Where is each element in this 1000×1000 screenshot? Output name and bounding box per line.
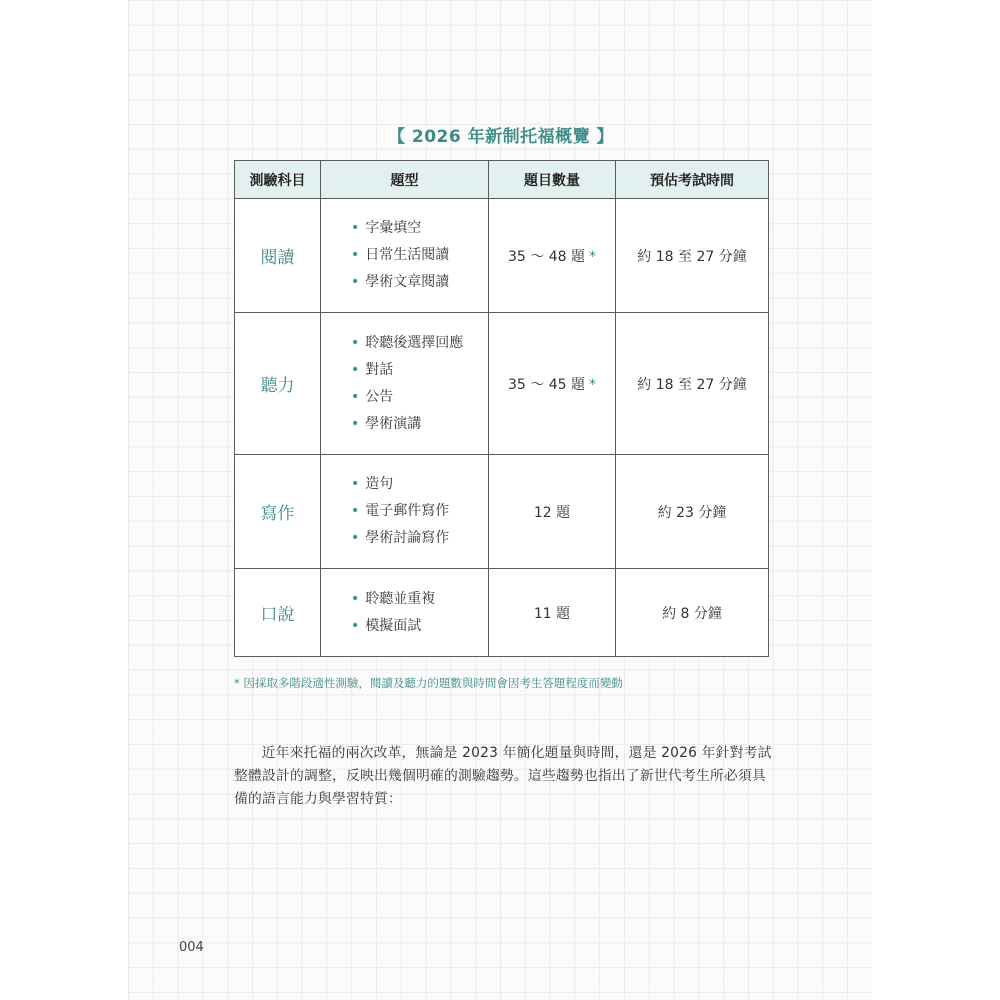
- bullet-icon: •: [351, 476, 360, 492]
- bullet-icon: •: [351, 247, 360, 263]
- count-value: 35 ～ 48 題: [508, 248, 585, 265]
- type-label: 造句: [365, 476, 394, 492]
- type-label: 對話: [365, 361, 394, 378]
- asterisk-mark: *: [588, 376, 596, 393]
- type-label: 電子郵件寫作: [365, 503, 450, 519]
- types-list: [351, 330, 488, 438]
- table-row: [235, 455, 769, 569]
- types-cell: [321, 455, 489, 569]
- type-label: 公告: [365, 388, 394, 405]
- types-cell: [321, 569, 489, 657]
- type-label: 日常生活閱讀: [365, 247, 450, 263]
- time-cell: 約 18 至 27 分鐘: [616, 199, 769, 313]
- bullet-icon: •: [351, 590, 360, 607]
- time-cell: 約 8 分鐘: [616, 569, 769, 657]
- bullet-icon: •: [351, 415, 360, 432]
- time-cell: 約 23 分鐘: [616, 455, 769, 569]
- list-item: [351, 215, 488, 242]
- type-label: 字彙填空: [365, 220, 422, 236]
- type-label: 學術演講: [365, 415, 422, 432]
- list-item: [351, 613, 488, 640]
- table-row: [235, 313, 769, 455]
- bullet-icon: •: [351, 334, 360, 351]
- list-item: [351, 357, 488, 384]
- header-question-count: 題目數量: [489, 161, 616, 199]
- bullet-icon: •: [351, 388, 360, 405]
- header-subject: 測驗科目: [235, 161, 321, 199]
- asterisk-mark: *: [588, 248, 596, 265]
- bullet-icon: •: [351, 617, 360, 634]
- page-title: 【 2026 年新制托福概覽 】: [387, 127, 615, 147]
- count-cell: [489, 569, 616, 657]
- list-item: [351, 498, 488, 525]
- types-list: [351, 215, 488, 296]
- bullet-icon: •: [351, 361, 360, 378]
- list-item: [351, 384, 488, 411]
- table-row: [235, 569, 769, 657]
- count-cell: [489, 455, 616, 569]
- paragraph-text: 近年來托福的兩次改革，無論是 2023 年簡化題量與時間，還是 2026 年針對考試整體設計的調整，反映出幾個明確的測驗趨勢。這些趨勢也指出了新世代考生所必須具備的語言能力與學習特質：: [234, 745, 772, 807]
- table-row: [235, 199, 769, 313]
- count-value: 12 題: [533, 504, 571, 521]
- count-value: 11 題: [533, 605, 571, 622]
- type-label: 聆聽後選擇回應: [365, 334, 464, 351]
- header-question-type: 題型: [321, 161, 489, 199]
- count-cell: [489, 313, 616, 455]
- type-label: 學術文章閱讀: [365, 274, 450, 290]
- subject-cell: 口說: [235, 569, 321, 657]
- bullet-icon: •: [351, 503, 360, 519]
- list-item: [351, 471, 488, 498]
- body-paragraph: [234, 742, 779, 811]
- list-item: [351, 330, 488, 357]
- subject-cell: 閱讀: [235, 199, 321, 313]
- count-value: 35 ～ 45 題: [508, 376, 585, 393]
- time-cell: 約 18 至 27 分鐘: [616, 313, 769, 455]
- types-list: [351, 471, 488, 552]
- subject-cell: 寫作: [235, 455, 321, 569]
- list-item: [351, 525, 488, 552]
- table-header-row: [235, 161, 769, 199]
- page-number: 004: [179, 940, 204, 955]
- list-item: [351, 586, 488, 613]
- types-cell: [321, 313, 489, 455]
- type-label: 學術討論寫作: [365, 530, 450, 546]
- type-label: 聆聽並重複: [365, 590, 436, 607]
- list-item: [351, 269, 488, 296]
- types-cell: [321, 199, 489, 313]
- count-cell: [489, 199, 616, 313]
- bullet-icon: •: [351, 530, 360, 546]
- toefl-overview-table: [234, 160, 769, 657]
- types-list: [351, 586, 488, 640]
- table-footnote: * 因採取多階段適性測驗，閱讀及聽力的題數與時間會因考生答題程度而變動: [234, 676, 623, 690]
- list-item: [351, 242, 488, 269]
- subject-cell: 聽力: [235, 313, 321, 455]
- header-estimated-time: 預估考試時間: [616, 161, 769, 199]
- bullet-icon: •: [351, 220, 360, 236]
- list-item: [351, 411, 488, 438]
- type-label: 模擬面試: [365, 617, 422, 634]
- bullet-icon: •: [351, 274, 360, 290]
